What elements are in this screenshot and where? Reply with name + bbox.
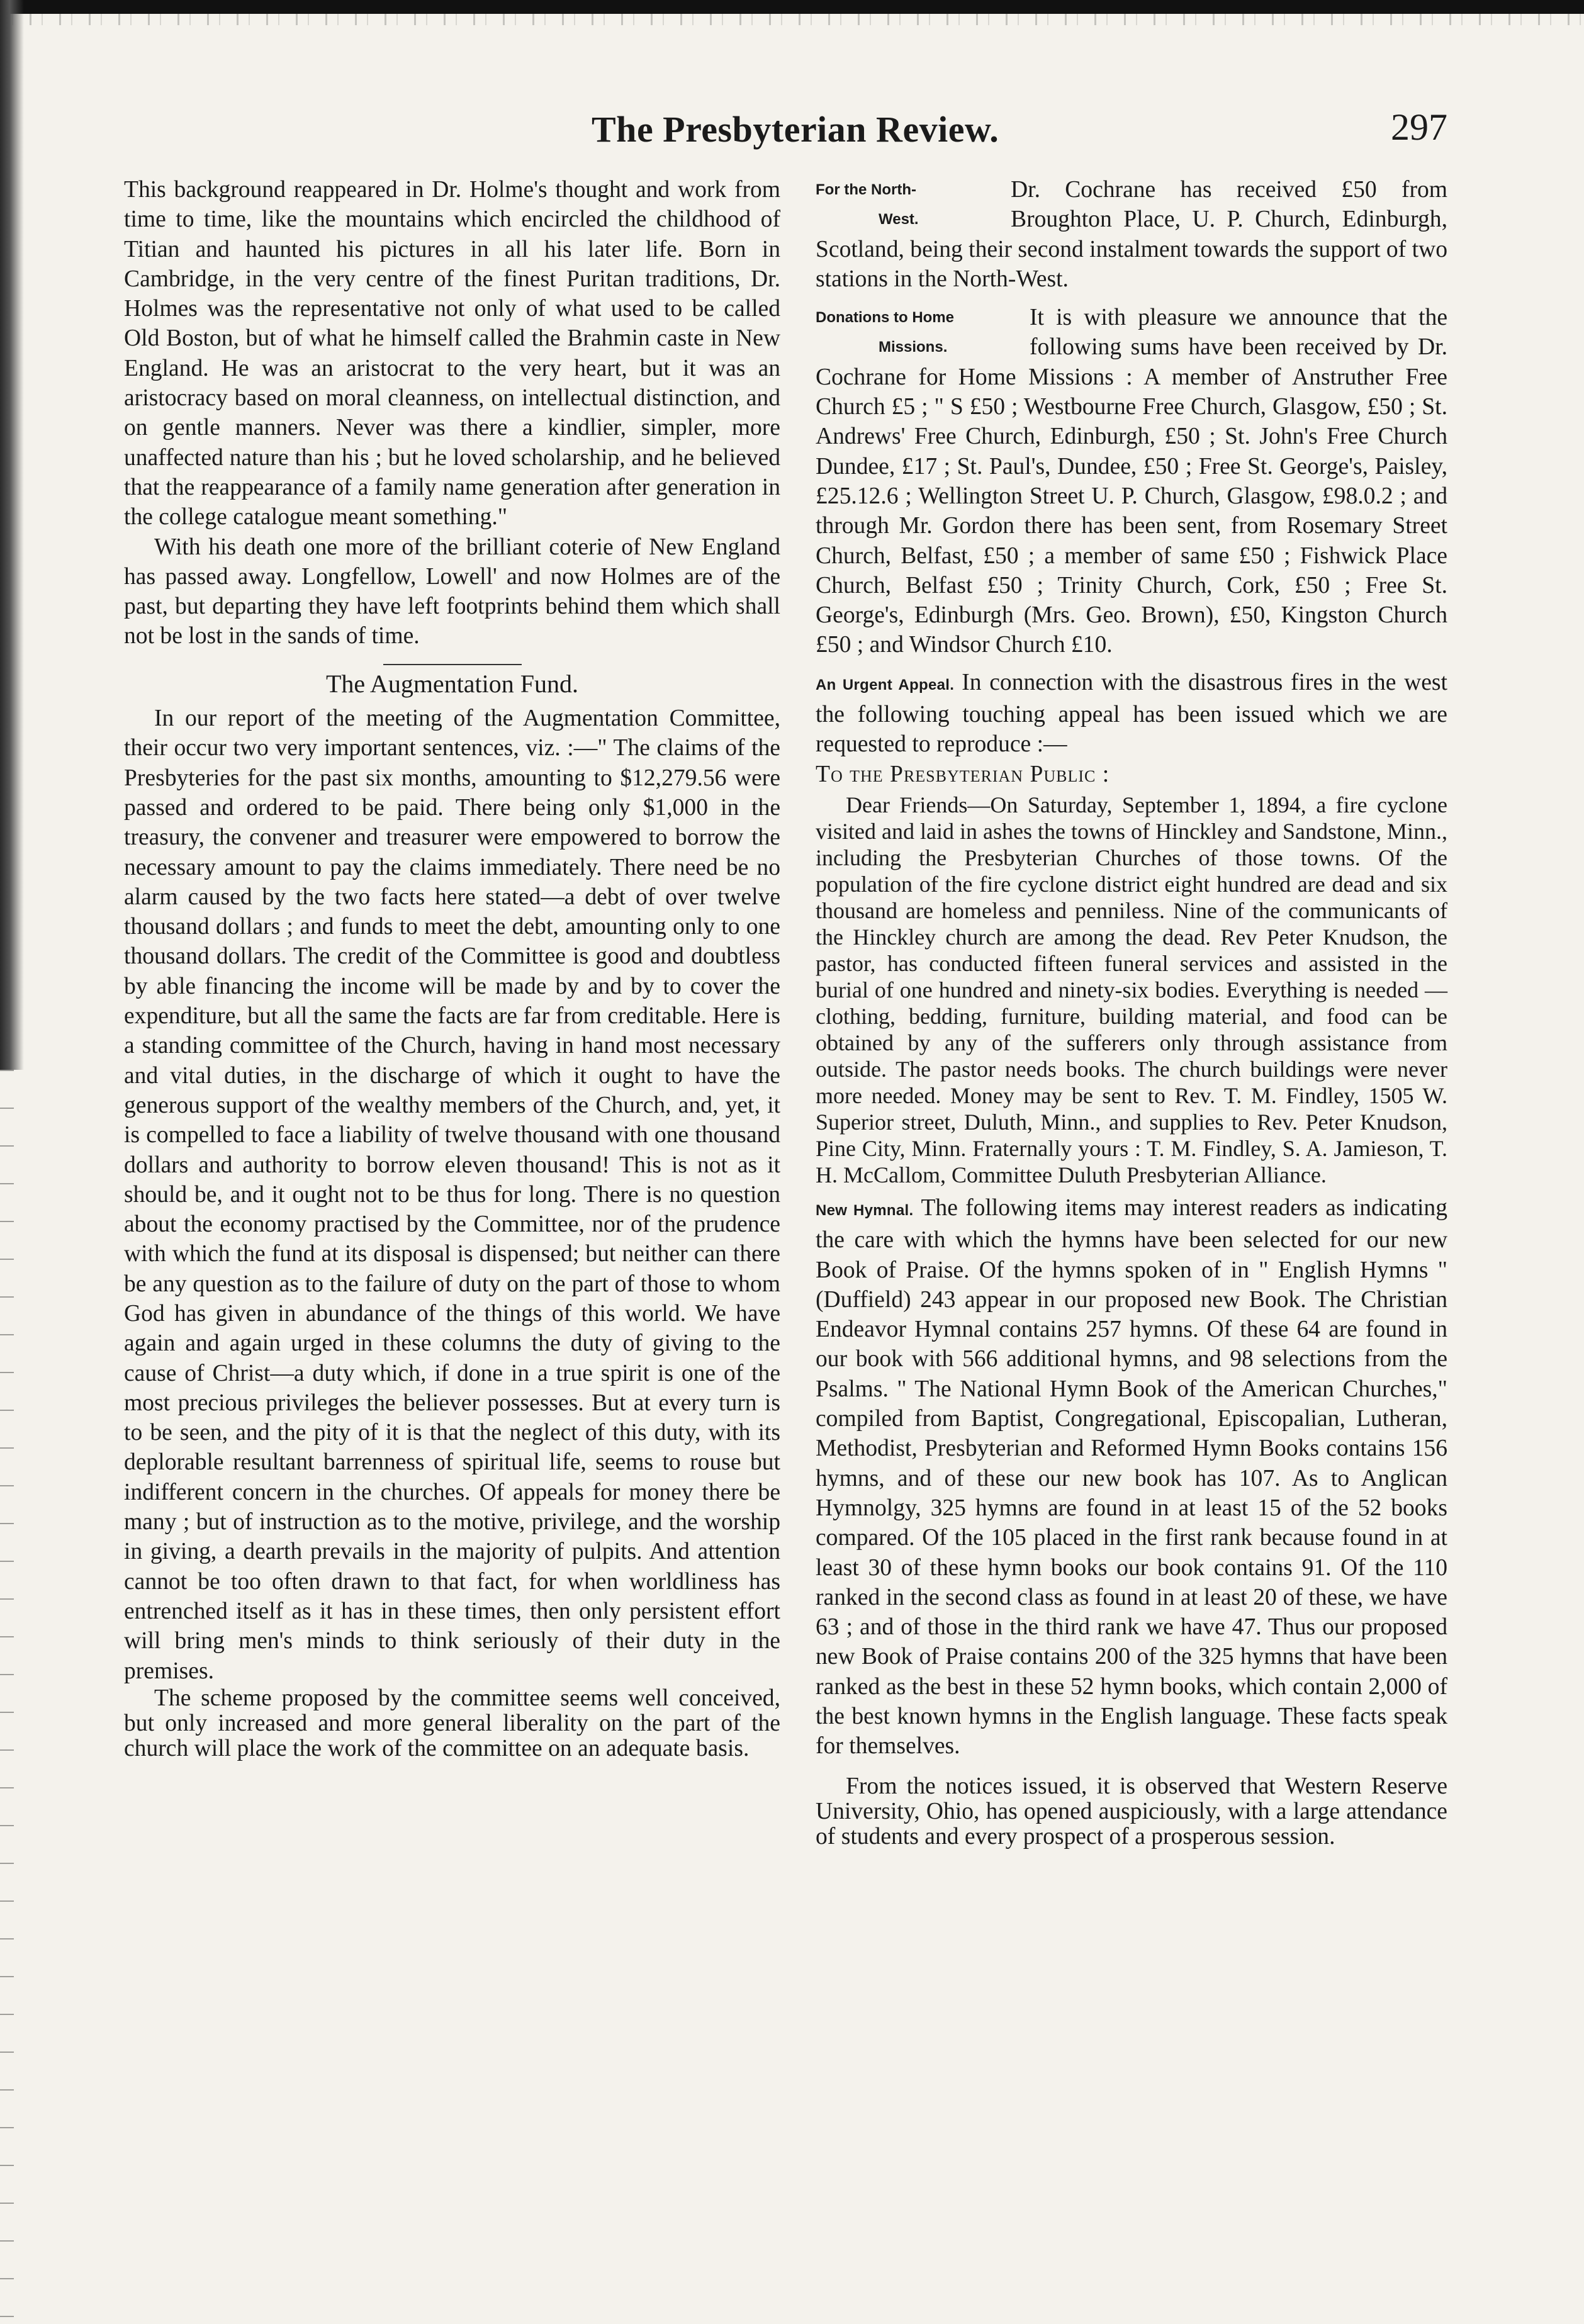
right-column [816, 175, 1447, 1850]
donations-text: It is with pleasure we announce that the following sums have been received by Dr. Cochrane for Home Missions : A member of Anstruther Free Church £5 ; " S £50 ; Westbourne Free Church, Glasgow, £50 ; St. Andrews' Free Church, Edinburgh, £50 ; St. John's Free Church Dundee, £17 ; St. Paul's, Dundee, £50 ; Free St. George's, Paisley, £25.12.6 ; Wellington Street U. P. Church, Glasgow, £98.0.2 ; and through Mr. Gordon there has been sent, from Rosemary Street Church, Belfast, £50 ; a member of same £50 ; Fishwick Place Church, Belfast £50 ; Trinity Church, Cork, £50 ; Free St. George's, Edinburgh (Mrs. Geo. Brown), £50, Kingston Church £50 ; and Windsor Church £10. [816, 305, 1447, 658]
donations-label-line1: Donations to Home [816, 309, 954, 327]
hymnal-label: New Hymnal. [816, 1201, 914, 1219]
scan-top-edge [0, 0, 1584, 14]
north-west-text: Dr. Cochrane has received £50 from Broughton Place, U. P. Church, Edinburgh, Scotland, being their second instalment towards the support of two stations in the North-West. [816, 177, 1447, 292]
donations-label-line2: Missions. [879, 339, 948, 356]
spacer [816, 660, 1447, 668]
page-header [38, 108, 1447, 165]
scheme-paragraph: The scheme proposed by the committee seems well conceived, but only increased and more general liberality on the part of the church will place the work of the committee on an adequate basis. [124, 1685, 780, 1761]
north-west-label-line2: West. [879, 211, 919, 228]
donations-label [816, 303, 1023, 362]
scan-left-edge-lower [0, 1070, 14, 2324]
appeal-paragraph [816, 668, 1447, 760]
spacer [816, 294, 1447, 303]
augmentation-heading: The Augmentation Fund. [124, 664, 780, 699]
left-column [124, 175, 780, 1761]
western-reserve-paragraph: From the notices issued, it is observed that Western Reserve University, Ohio, has opened auspiciously, with a large attendance of students and every prospect of a prosperous session. [816, 1773, 1447, 1850]
augmentation-paragraph: In our report of the meeting of the Augmentation Committee, their occur two very important sentences, viz. :—" The claims of the Presbyteries for the past six months, amounting to $12,279.56 were passed and ordered to be paid. There being only $1,000 in the treasury, the convener and treasurer were empowered to borrow the necessary amount to pay the claims immediately. There need be no alarm caused by the two facts here stated—a debt of over twelve thousand dollars ; and funds to meet the debt, amounting only to one thousand dollars. The credit of the Committee is good and doubtless by able financing the income will be made by and by to cover the expenditure, but all the same the facts are far from creditable. Here is a standing committee of the Church, having in hand most necessary and vital duties, in the discharge of which it ought to have the generous support of the wealthy members of the Church, and, yet, it is compelled to face a liability of twelve thousand with one thousand dollars and authority to borrow eleven thousand! This is not as it should be, and it ought not to be thus for long. There is no question about the economy practised by the Committee, nor of the prudence with which the fund at its disposal is dispensed; but neither can there be any question as to the failure of duty on the part of those to whom God has given in abundance of the things of this world. We have again and again urged in these columns the duty of giving to the cause of Christ—a duty which, if done in a true spirit is one of the most precious privileges the believer possesses. But at every turn is to be seen, and the pity of it is that the neglect of this duty, with its deplorable resultant barrenness of spiritual life, seems to rouse but indifferent concern in the churches. Of appeals for money there be many ; but of instruction as to the motive, privilege, and the worship in giving, a dearth prevails in the majority of pulpits. And attention cannot be too often drawn to that fact, for when worldliness has entrenched itself as it has in these times, then only persistent effort will bring men's minds to think seriously of their duty in the premises. [124, 705, 780, 1684]
north-west-label-line1: For the North- [816, 181, 916, 198]
hymnal-text: The following items may interest readers as indicating the care with which the hymns have been selected for our new Book of Praise. Of the hymns spoken of in " English Hymns " (Duffield) 243 appear in our proposed new Book. The Christian Endeavor Hymnal contains 257 hymns. Of these 64 are found in our book with 566 additional hymns, and 98 selections from the Psalms. " The National Hymn Book of the American Churches," compiled from Baptist, Congregational, Episcopalian, Lutheran, Methodist, Presbyterian and Reformed Hymn Books contains 156 hymns, and of these our new book has 107. As to Anglican Hymnolgy, 325 hymns are found in at least 15 of the 52 books compared. Of the 105 placed in the first rank because found in at least 30 of these hymn books our book contains 91. Of the 110 ranked in the second class as found in at least 20 of these, we have 63 ; and of those in the third rank we have 47. Thus our proposed new Book of Praise contains 200 of the 325 hymns that have been ranked as the best in these 52 hymn books, which contain 2,000 of the best known hymns in the English language. These facts speak for themselves. [816, 1194, 1447, 1760]
coterie-paragraph: With his death one more of the brilliant coterie of New England has passed away. Longfellow, Lowell' and now Holmes are of the past, but departing they have left footprints behind them which shall not be lost in the sands of time. [124, 534, 780, 649]
appeal-letter: Dear Friends—On Saturday, September 1, 1894, a fire cyclone visited and laid in ashes the towns of Hinckley and Sandstone, Minn., including the Presbyterian Churches of those towns. Of the population of the fire cyclone district eight hundred are dead and six thousand are homeless and penniless. Nine of the communicants of the Hinckley church are among the dead. Rev Peter Knudson, the pastor, has conducted fifteen funeral services and assisted in the burial of one hundred and ninety-six bodies. Everything is needed —clothing, bedding, furniture, building material, and food can be obtained by any of the sufferers only through assistance from outside. The pastor needs books. The church buildings were never more needed. Money may be sent to Rev. T. M. Findley, 1505 W. Superior street, Duluth, Minn., and supplies to Rev. Peter Knudson, Pine City, Minn. Fraternally yours : T. M. Findley, S. A. Jamieson, T. H. McCallom, Committee Duluth Presbyterian Alliance. [816, 792, 1447, 1187]
north-west-label [816, 175, 1004, 235]
holmes-paragraph: This background reappeared in Dr. Holme's thought and work from time to time, like the mountains which encircled the childhood of Titian and haunted his pictures in all his later life. Born in Cambridge, in the very centre of the finest Puritan traditions, Dr. Holmes was the representative not only of what used to be called Old Boston, but of what he himself called the Brahmin caste in New England. He was an aristocrat to the very heart, but it was an aristocracy based on moral cleanness, on intellectual distinction, and on gentle manners. Never was there a kindlier, simpler, more unaffected nature than his ; but he loved scholarship, and he believed that the reappearance of a family name generation after generation in the college catalogue meant something." [124, 177, 780, 530]
scan-left-edge [0, 0, 24, 1070]
donations-item [816, 303, 1447, 660]
appeal-salutation: To the Presbyterian Public : [816, 761, 1110, 787]
appeal-text: In connection with the disastrous fires in the west the following touching appeal has been issued which we are requested to reproduce :— [816, 669, 1447, 758]
spacer [816, 1761, 1447, 1774]
north-west-item [816, 175, 1447, 294]
scan-speckle [0, 14, 1584, 25]
appeal-label: An Urgent Appeal. [816, 676, 955, 693]
hymnal-paragraph [816, 1193, 1447, 1761]
running-title: The Presbyterian Review. [592, 109, 999, 150]
page-number: 297 [1391, 106, 1447, 148]
